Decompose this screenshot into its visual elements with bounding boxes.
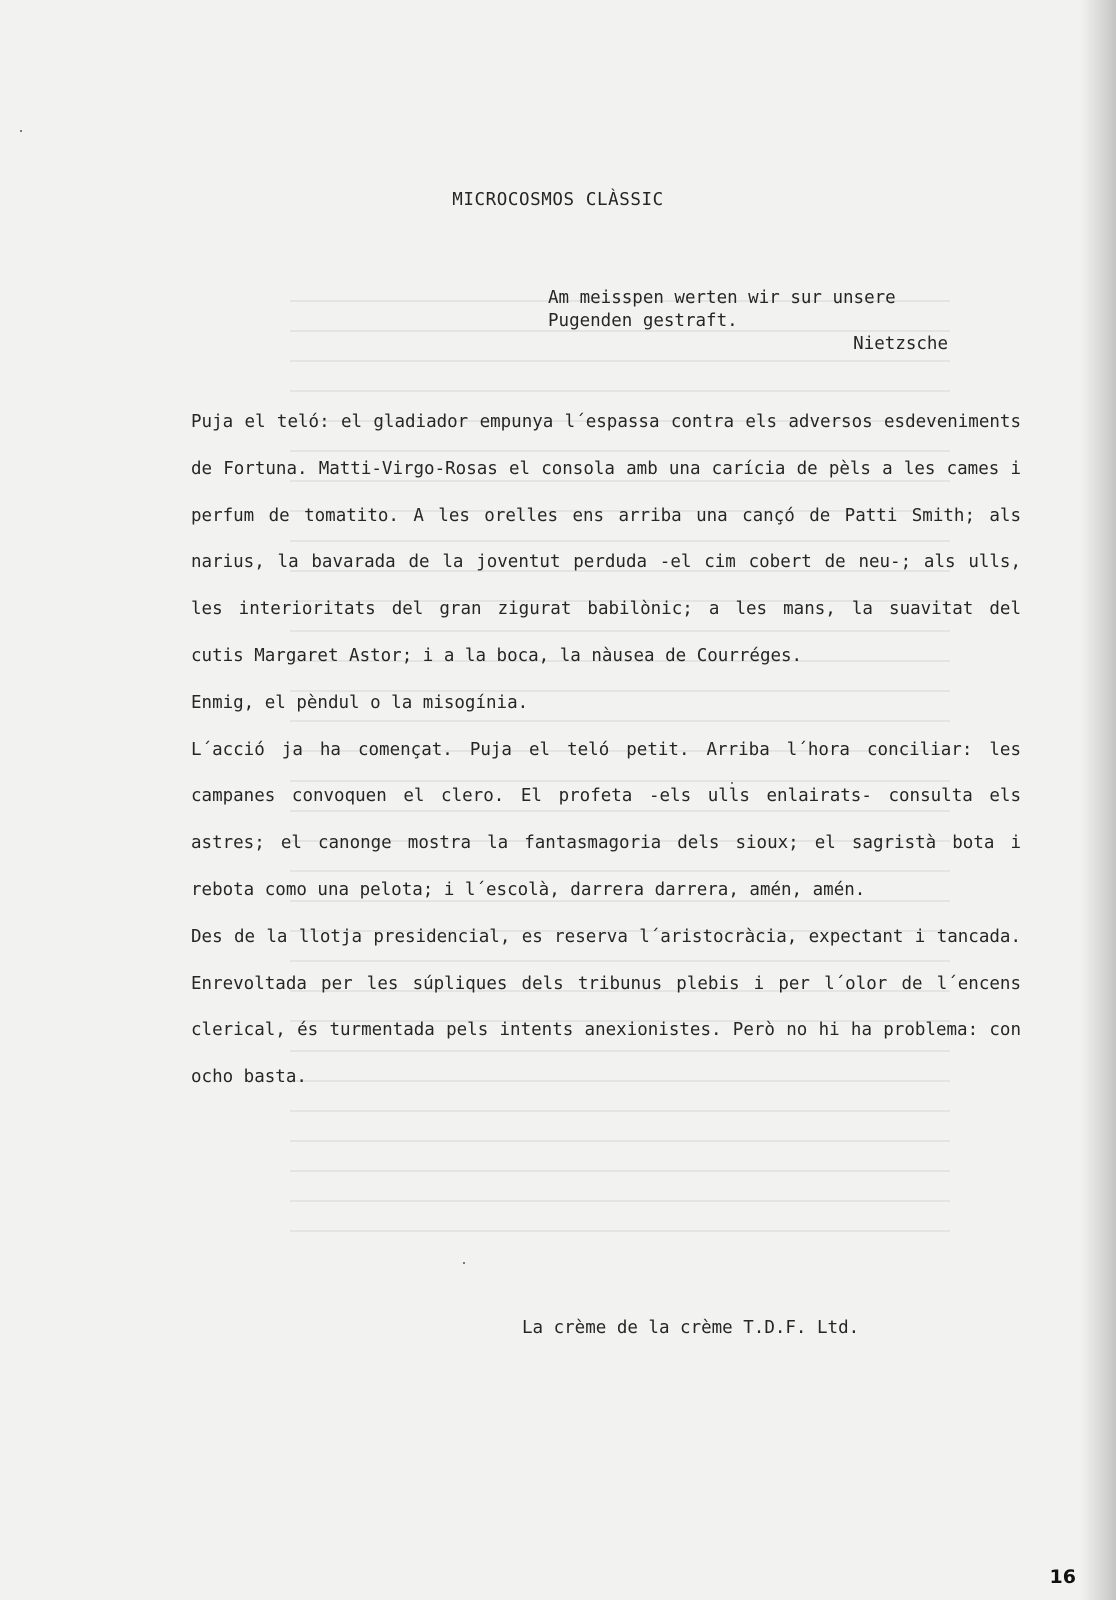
page-title: MICROCOSMOS CLÀSSIC [452, 190, 664, 210]
paragraph-4: Des de la llotja presidencial, es reserva l´aristocràcia, expectant i tancada. Enrevoltada per les súpliques dels tribunus plebis i per l´olor de l´encens clerical, és turmentada pels intents anexionistes. Però no hi ha problema: con ocho basta. [191, 926, 1021, 1088]
ink-speck [731, 782, 733, 784]
ink-speck [463, 1262, 465, 1264]
body-text [191, 399, 1021, 1101]
signature: La crème de la crème T.D.F. Ltd. [522, 1318, 860, 1338]
epigraph [548, 287, 948, 356]
paragraph-3: L´acció ja ha començat. Puja el teló petit. Arriba l´hora conciliar: les campanes convoquen el clero. El profeta -els ulls enlairats- consulta els astres; el canonge mostra la fantasmagoria dels sioux; el sagristà bota i rebota como una pelota; i l´escolà, darrera darrera, amén, amén. [191, 739, 1021, 900]
paragraph-1: Puja el teló: el gladiador empunya l´espassa contra els adversos esdeveniments de Fortuna. Matti-Virgo-Rosas el consola amb una carícia de pèls a les cames i perfum de tomatito. A les orelles ens arriba una cançó de Patti Smith; als narius, la bavarada de la joventut perduda -el cim cobert de neu-; als ulls, les interioritats del gran zigurat babilònic; a les mans, la suavitat del cutis Margaret Astor; i a la boca, la nàusea de Courréges. [191, 412, 1021, 666]
epigraph-line-1: Am meisspen werten wir sur unsere [548, 288, 896, 308]
epigraph-line-2: Pugenden gestraft. [548, 311, 738, 331]
page-edge-shadow [1080, 0, 1116, 1600]
paragraph-2: Enmig, el pèndul o la misogínia. [191, 692, 529, 713]
epigraph-author: Nietzsche [853, 334, 948, 354]
ink-speck [20, 130, 22, 132]
page-number: 16 [1049, 1566, 1076, 1588]
